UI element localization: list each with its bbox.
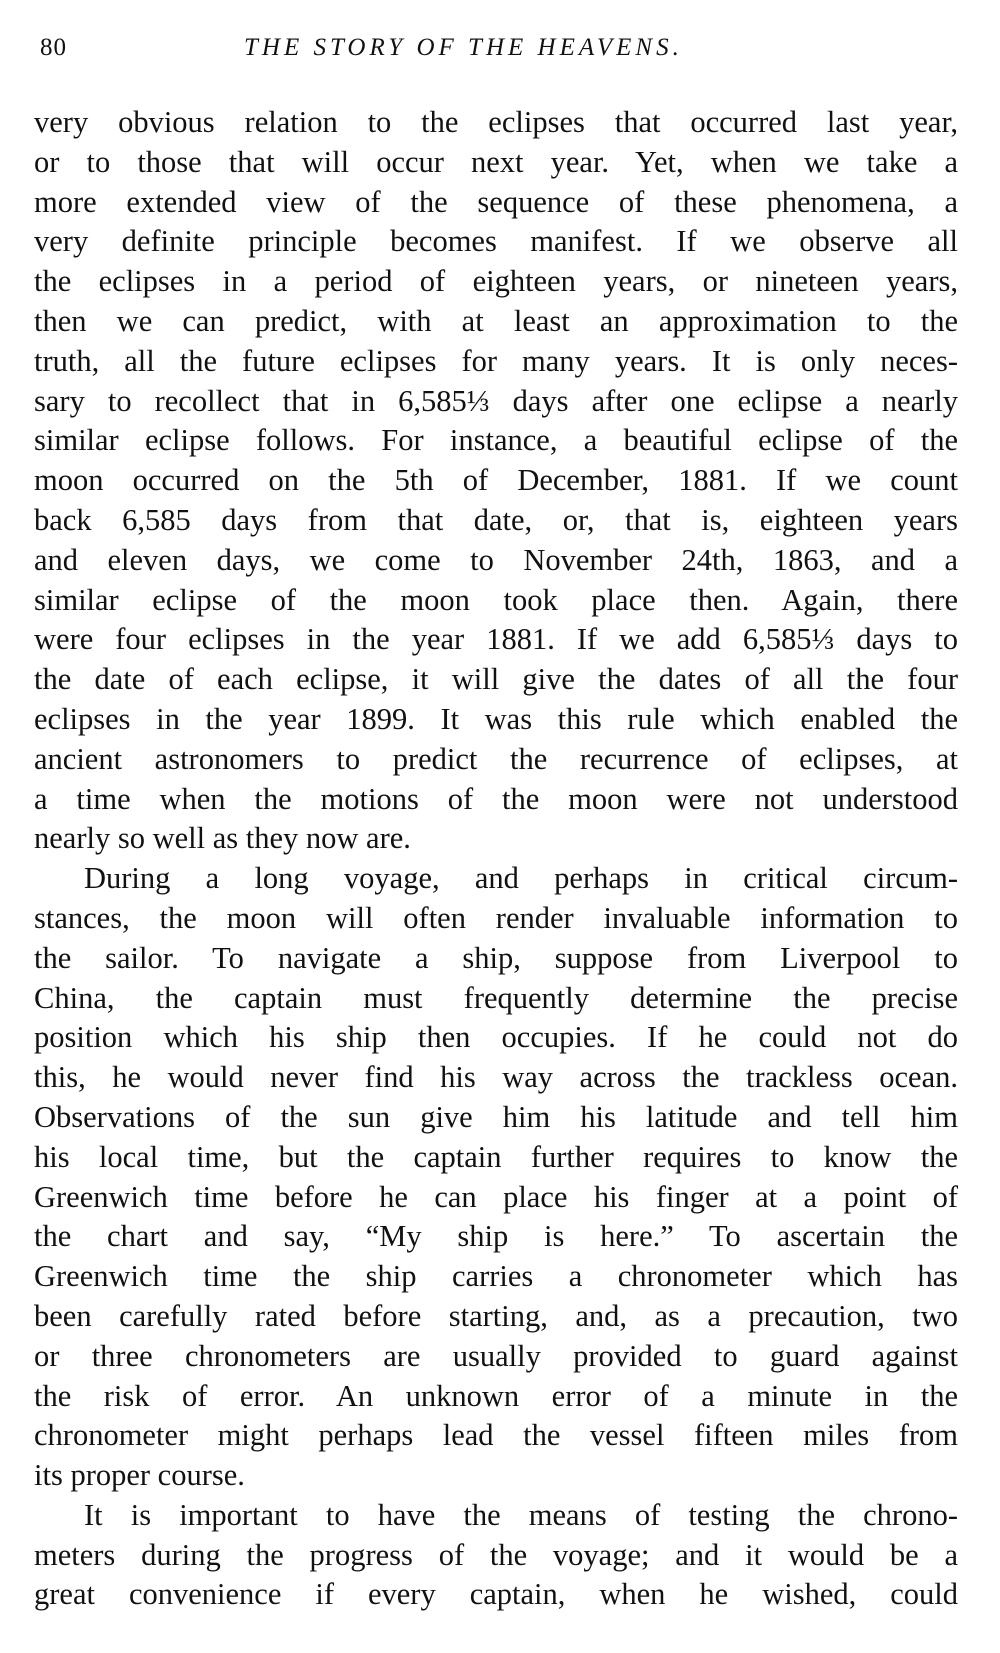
running-title: THE STORY OF THE HEAVENS. [244,34,683,61]
text-line: great convenience if every captain, when he wished, could [34,1577,958,1612]
text-line: his local time, but the captain further requires to know the [34,1139,958,1174]
text-line: Greenwich time before he can place his finger at a point of [34,1179,958,1214]
text-line: moon occurred on the 5th of December, 1881. If we count [34,463,958,498]
text-line: a time when the motions of the moon were not understood [34,781,958,816]
text-line: or to those that will occur next year. Yet, when we take a [34,144,958,179]
text-line: been carefully rated before starting, and, as a precaution, two [34,1298,958,1333]
text-line: eclipses in the year 1899. It was this rule which enabled the [34,701,958,736]
text-line: back 6,585 days from that date, or, that is, eighteen years [34,502,958,537]
text-line: similar eclipse of the moon took place then. Again, there [34,582,958,617]
text-line: and eleven days, we come to November 24th, 1863, and a [34,542,958,577]
paragraph-1 [34,103,958,859]
text-line: this, he would never find his way across the trackless ocean. [34,1060,958,1095]
text-line: Observations of the sun give him his latitude and tell him [34,1099,958,1134]
text-line: very definite principle becomes manifest. If we observe all [34,224,958,259]
text-line: It is important to have the means of testing the chrono- [84,1497,958,1532]
body-text [34,103,958,1615]
paragraph-3 [34,1496,958,1615]
text-line: stances, the moon will often render invaluable information to [34,900,958,935]
text-line: more extended view of the sequence of these phenomena, a [34,184,958,219]
text-line: ancient astronomers to predict the recurrence of eclipses, at [34,741,958,776]
text-line: the date of each eclipse, it will give the dates of all the four [34,662,958,697]
text-line: the chart and say, “My ship is here.” To ascertain the [34,1219,958,1254]
text-line: During a long voyage, and perhaps in critical circum- [84,861,958,896]
text-line: were four eclipses in the year 1881. If we add 6,585⅓ days to [34,622,958,657]
running-head [34,30,966,70]
text-line: position which his ship then occupies. If he could not do [34,1020,958,1055]
text-line: its proper course. [34,1458,245,1493]
paragraph-2 [34,859,958,1496]
text-line: the eclipses in a period of eighteen years, or nineteen years, [34,264,958,299]
text-line: then we can predict, with at least an approximation to the [34,303,958,338]
text-line: meters during the progress of the voyage; and it would be a [34,1537,958,1572]
text-line: very obvious relation to the eclipses that occurred last year, [34,105,958,139]
text-line: Greenwich time the ship carries a chronometer which has [34,1259,958,1294]
text-line: the sailor. To navigate a ship, suppose from Liverpool to [34,940,958,975]
page-number: 80 [40,34,67,61]
text-line: or three chronometers are usually provided to guard against [34,1338,958,1373]
text-line: the risk of error. An unknown error of a minute in the [34,1378,958,1413]
text-line: China, the captain must frequently determine the precise [34,980,958,1015]
text-line: sary to recollect that in 6,585⅓ days after one eclipse a nearly [34,383,958,418]
text-line: truth, all the future eclipses for many years. It is only neces- [34,343,958,378]
text-line: chronometer might perhaps lead the vessel fifteen miles from [34,1418,958,1453]
text-line: nearly so well as they now are. [34,821,411,856]
text-line: similar eclipse follows. For instance, a beautiful eclipse of the [34,423,958,458]
